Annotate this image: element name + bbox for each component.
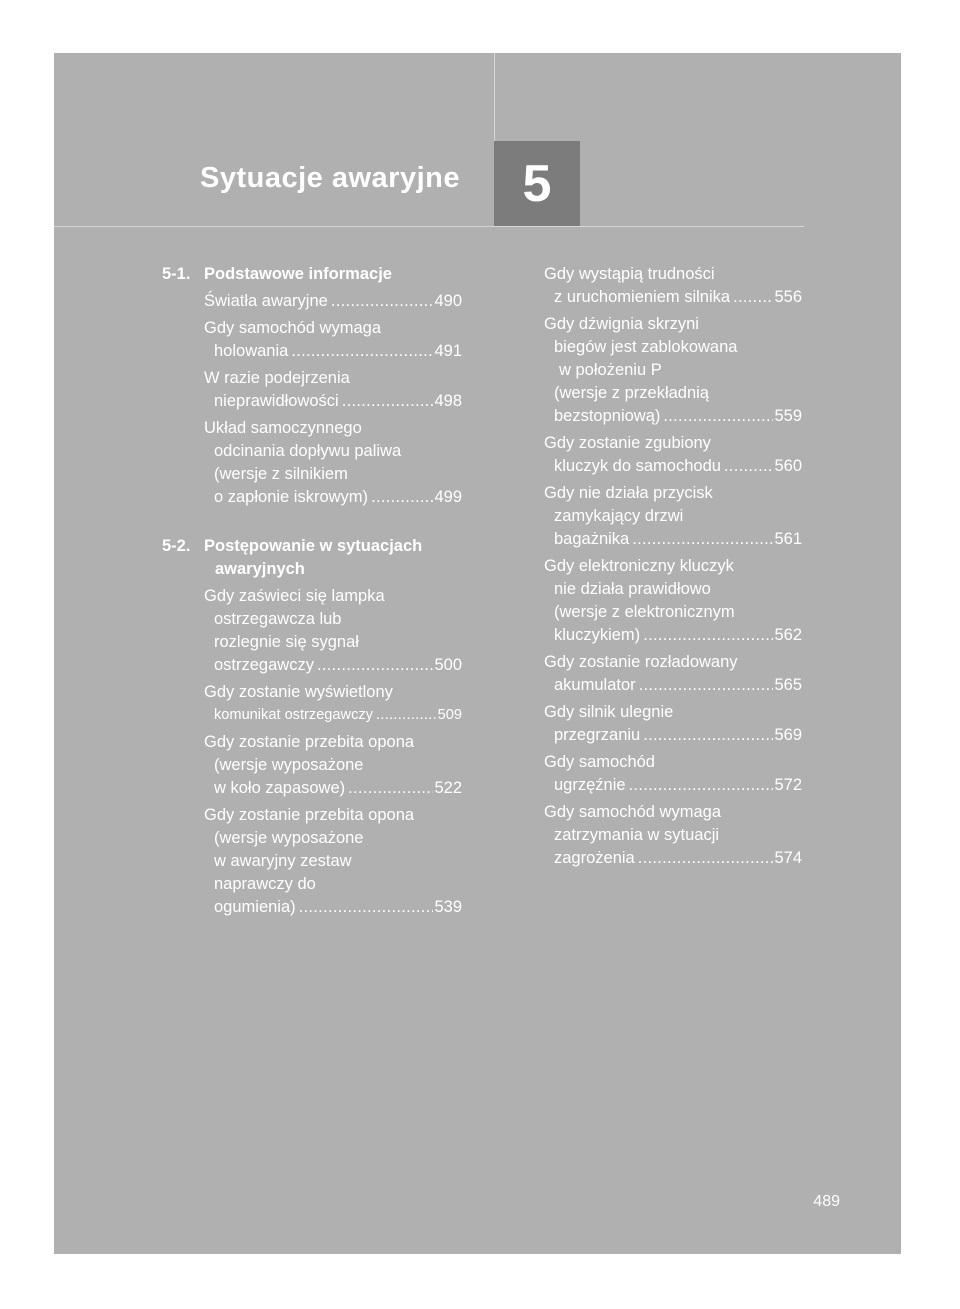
toc-entry-line: zamykający drzwi [554, 507, 684, 525]
toc-entry[interactable] [544, 801, 802, 870]
divider-horizontal [54, 226, 804, 227]
dot-leader [629, 528, 773, 551]
toc-entry[interactable] [162, 804, 462, 919]
dot-leader [328, 290, 434, 313]
toc-entry-line: Gdy silnik ulegnie [544, 703, 674, 721]
toc-entry-last-line [204, 777, 462, 800]
toc-entry-line: w awaryjny zestaw [214, 852, 352, 870]
toc-entry-line: Gdy zostanie zgubiony [544, 434, 711, 452]
dot-leader [721, 455, 774, 478]
toc-entry-last-line [204, 486, 462, 509]
dot-leader [636, 674, 774, 697]
toc-entry-line: Gdy nie działa przycisk [544, 484, 713, 502]
toc-entry-line: (wersje wyposażone [214, 756, 364, 774]
chapter-title: Sytuacje awaryjne [200, 162, 460, 194]
dot-leader [635, 847, 774, 870]
toc-entry-text: zagrożenia [554, 849, 635, 867]
toc-entry-line: W razie podejrzenia [204, 369, 350, 387]
toc-entry-line: biegów jest zablokowana [554, 338, 738, 356]
toc-entry-line: Gdy zostanie rozładowany [544, 653, 738, 671]
toc-entry[interactable] [544, 482, 802, 551]
dot-leader [660, 405, 773, 428]
toc-entry-line: rozlegnie się sygnał [214, 633, 359, 651]
toc-section [162, 535, 462, 919]
toc-entry-text: nieprawidłowości [214, 392, 339, 410]
toc-entry[interactable] [544, 313, 802, 428]
divider-vertical [494, 53, 495, 141]
toc-entry[interactable] [162, 731, 462, 800]
dot-leader [373, 704, 437, 727]
toc-entry-text: ostrzegawczy [214, 656, 314, 674]
toc-entry-last-line [544, 405, 802, 428]
toc-left-column [162, 263, 462, 945]
toc-entry-text: komunikat ostrzegawczy [214, 707, 373, 723]
toc-entry-last-line [204, 390, 462, 413]
toc-entry[interactable] [162, 367, 462, 413]
toc-entry-line: (wersje z elektronicznym [554, 603, 735, 621]
toc-entry-last-line [204, 704, 462, 727]
dot-leader [640, 624, 773, 647]
toc-entry-last-line [544, 674, 802, 697]
dot-leader [345, 777, 433, 800]
toc-page-number: 561 [774, 530, 802, 548]
chapter-number-badge [494, 141, 580, 226]
toc-section [162, 263, 462, 509]
toc-page-number: 500 [434, 656, 462, 674]
toc-entry-last-line [544, 455, 802, 478]
toc-page-number: 491 [434, 342, 462, 360]
toc-entry[interactable] [544, 555, 802, 647]
section-title-line: Podstawowe informacje [204, 265, 392, 283]
chapter-number: 5 [522, 154, 552, 213]
section-number: 5-1. [162, 265, 191, 283]
dot-leader [626, 774, 774, 797]
toc-entry-last-line [204, 340, 462, 363]
toc-right-column [544, 263, 802, 870]
toc-page-number: 560 [774, 457, 802, 475]
section-header [162, 263, 462, 286]
section-title-line: awaryjnych [215, 560, 305, 578]
toc-entry-line: (wersje z przekładnią [554, 384, 709, 402]
toc-entry-line: (wersje wyposażone [214, 829, 364, 847]
toc-entry-line: Gdy elektroniczny kluczyk [544, 557, 734, 575]
section-number: 5-2. [162, 537, 191, 555]
toc-entry-last-line [204, 290, 462, 313]
toc-page-number: 574 [774, 849, 802, 867]
toc-page-number: 499 [434, 488, 462, 506]
toc-page-number: 539 [434, 898, 462, 916]
toc-entry-last-line [544, 528, 802, 551]
toc-entry[interactable] [544, 651, 802, 697]
toc-entry-last-line [544, 624, 802, 647]
toc-page-number: 569 [774, 726, 802, 744]
toc-entry-line: Gdy dźwignia skrzyni [544, 315, 699, 333]
toc-entry-text: w koło zapasowe) [214, 779, 346, 797]
toc-entry-last-line [544, 286, 802, 309]
toc-entry-text: bagażnika [554, 530, 630, 548]
toc-entry-line: zatrzymania w sytuacji [554, 826, 720, 844]
page-number: 489 [813, 1193, 840, 1210]
toc-page-number: 562 [774, 626, 802, 644]
toc-entry-text: Światła awaryjne [204, 292, 328, 310]
toc-entry-text: ogumienia) [214, 898, 296, 916]
toc-entry-line: odcinania dopływu paliwa [214, 442, 402, 460]
section-title [162, 535, 462, 581]
toc-entry-line: Gdy samochód [544, 753, 655, 771]
toc-entry-text: z uruchomieniem silnika [554, 288, 731, 306]
toc-entry-text: bezstopniową) [554, 407, 661, 425]
toc-entry-line: Gdy zostanie przebita opona [204, 733, 415, 751]
section-title [162, 263, 462, 286]
toc-page-number: 559 [774, 407, 802, 425]
section-header [162, 535, 462, 581]
toc-entry[interactable] [544, 432, 802, 478]
toc-entry-last-line [544, 847, 802, 870]
toc-entry-line: Gdy zostanie wyświetlony [204, 683, 393, 701]
toc-page-number: 565 [774, 676, 802, 694]
dot-leader [339, 390, 434, 413]
toc-entry-line: w położeniu P [559, 361, 662, 379]
toc-entry-line: Gdy zostanie przebita opona [204, 806, 415, 824]
toc-entry-last-line [204, 654, 462, 677]
toc-page-number: 509 [437, 707, 462, 723]
section-title-line: Postępowanie w sytuacjach [204, 537, 423, 555]
dot-leader [640, 724, 773, 747]
toc-entry[interactable] [162, 290, 462, 313]
toc-entry-line: Gdy wystąpią trudności [544, 265, 715, 283]
toc-entry-line: naprawczy do [214, 875, 316, 893]
toc-entry-line: Układ samoczynnego [204, 419, 362, 437]
toc-entry-line: nie działa prawidłowo [554, 580, 711, 598]
toc-page-number: 572 [774, 776, 802, 794]
toc-entry-text: holowania [214, 342, 289, 360]
toc-entry-text: przegrzaniu [554, 726, 641, 744]
toc-entry-text: akumulator [554, 676, 636, 694]
toc-entry-line: Gdy samochód wymaga [544, 803, 721, 821]
toc-entry[interactable] [162, 585, 462, 677]
toc-entry-line: ostrzegawcza lub [214, 610, 342, 628]
toc-entry-text: o zapłonie iskrowym) [214, 488, 369, 506]
toc-entry-text: ugrzęźnie [554, 776, 626, 794]
toc-entry-last-line [544, 774, 802, 797]
dot-leader [368, 486, 433, 509]
toc-page-number: 498 [434, 392, 462, 410]
toc-entry-last-line [544, 724, 802, 747]
dot-leader [314, 654, 434, 677]
toc-entry-text: kluczykiem) [554, 626, 641, 644]
toc-entry[interactable] [544, 751, 802, 797]
toc-entry-line: (wersje z silnikiem [214, 465, 348, 483]
toc-entry-line: Gdy zaświeci się lampka [204, 587, 385, 605]
toc-entry[interactable] [544, 701, 802, 747]
toc-entry-text: kluczyk do samochodu [554, 457, 721, 475]
toc-page-number: 522 [434, 779, 462, 797]
toc-entry-line: Gdy samochód wymaga [204, 319, 381, 337]
toc-entry[interactable] [162, 317, 462, 363]
toc-entry[interactable] [162, 681, 462, 727]
dot-leader [288, 340, 433, 363]
toc-entry[interactable] [544, 263, 802, 309]
toc-entry-last-line [204, 896, 462, 919]
toc-page-number: 490 [434, 292, 462, 310]
dot-leader [296, 896, 434, 919]
dot-leader [730, 286, 773, 309]
toc-page-number: 556 [774, 288, 802, 306]
toc-entry[interactable] [162, 417, 462, 509]
